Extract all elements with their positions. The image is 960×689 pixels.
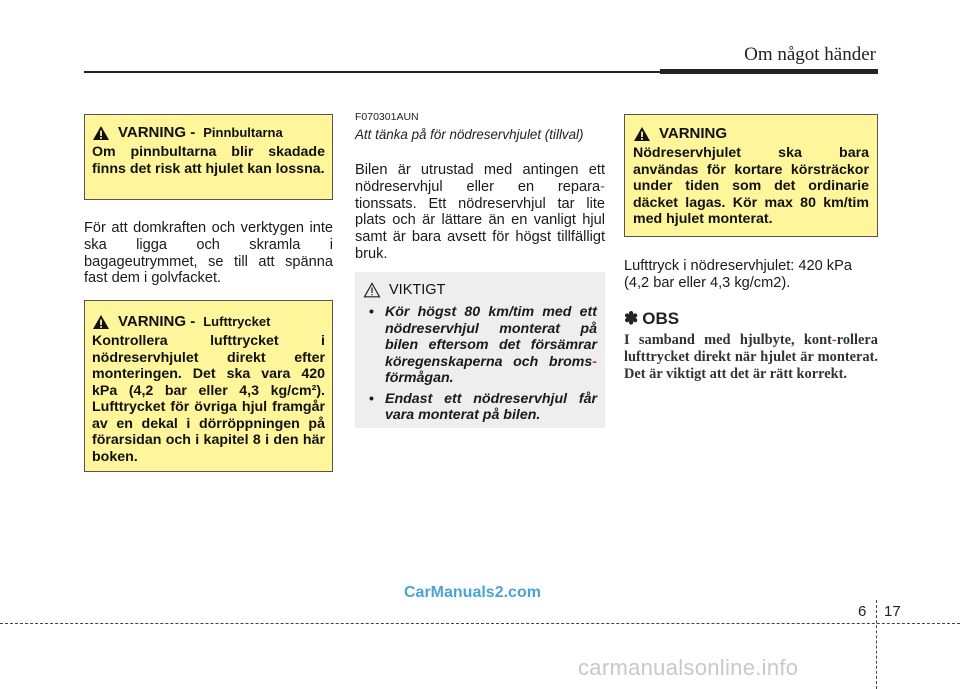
- warning-box-nodreservhjul: [624, 114, 878, 237]
- warning-body: Nödreservhjulet ska bara användas för kortare körsträckor under tiden som det ordinarie däcket lagas. Kör max 80 km/tim med hjulet monterat.: [633, 145, 869, 227]
- warning-title-main: VARNING -: [118, 313, 196, 330]
- viktigt-box: [355, 272, 605, 428]
- warning-box-pinnbultarna: [84, 114, 333, 200]
- left-paragraph: För att domkraften och verktygen inte ska ligga och skramla i bagageutrymmet, se till att spänna fast dem i golvfacket.: [84, 220, 333, 287]
- obs-text: I samband med hjulbyte, kont-rollera lufttrycket direkt när hjulet är monterat. Det är viktigt att det är rätt korrekt.: [624, 332, 878, 382]
- page-header-title: Om något händer: [744, 44, 876, 65]
- footer-divider: [876, 600, 877, 689]
- viktigt-title: [363, 282, 597, 298]
- list-item: • Kör högst 80 km/tim med ett nödreservhjul monterat på bilen eftersom det försämrar köregenskaperna och broms-förmågan.: [363, 304, 597, 387]
- chapter-number: 6: [858, 603, 867, 620]
- right-paragraph: Lufttryck i nödreservhjulet: 420 kPa (4,2 bar eller 4,3 kg/cm2).: [624, 258, 852, 291]
- warning-triangle-icon: [92, 314, 110, 330]
- warning-title-sub: Lufttrycket: [203, 314, 271, 329]
- middle-paragraph-part2: tionssats. Ett nödreservhjul tar lite plats och är lättare än en vanligt hjul samt är bara avsett för högst tillfälligt bruk.: [355, 195, 605, 262]
- hyphen: -: [592, 353, 597, 370]
- viktigt-title-text: VIKTIGT: [389, 282, 446, 298]
- warning-title: [92, 124, 325, 141]
- warning-triangle-icon: [92, 125, 110, 141]
- warning-title-main: VARNING: [659, 125, 728, 142]
- warning-body: Kontrollera lufttrycket i nödreservhjulet direkt efter monteringen. Det ska vara 420 kPa (4,2 bar eller 4,3 kg/cm²). Lufttrycket för övriga hjul framgår av en dekal i dörröppningen på förarsidan och i kapitel 8 i den här boken.: [92, 333, 325, 465]
- hyphen: -: [831, 332, 837, 348]
- middle-paragraph-part1: Bilen är utrustad med antingen ett nödreservhjul eller en repara: [355, 162, 605, 195]
- warning-title: [633, 125, 869, 142]
- warning-title: [92, 313, 325, 330]
- section-subheading: Att tänka på för nödreservhjulet (tillval): [355, 127, 584, 142]
- viktigt-list: [363, 304, 597, 424]
- page-number: 17: [884, 603, 901, 620]
- hyphen: -: [600, 178, 605, 195]
- obs-title-text: OBS: [642, 309, 680, 328]
- caution-triangle-icon: [363, 282, 381, 298]
- obs-star-icon: ✽: [624, 309, 639, 328]
- watermark-link[interactable]: CarManuals2.com: [404, 584, 541, 601]
- watermark-bottom: carmanualsonline.info: [578, 655, 799, 680]
- warning-body: Om pinnbultarna blir skadade finns det risk att hjulet kan lossna.: [92, 144, 325, 177]
- warning-box-lufttrycket: [84, 300, 333, 472]
- footer-rule: [0, 623, 960, 624]
- obs-heading: [624, 309, 679, 329]
- list-item: • Endast ett nödreservhjul får vara monterat på bilen.: [363, 391, 597, 424]
- header-rule-accent: [660, 69, 878, 74]
- warning-title-sub: Pinnbultarna: [203, 125, 283, 140]
- section-code: F070301AUN: [355, 111, 419, 123]
- middle-paragraph: [355, 162, 605, 263]
- warning-triangle-icon: [633, 126, 651, 142]
- warning-title-main: VARNING -: [118, 124, 196, 141]
